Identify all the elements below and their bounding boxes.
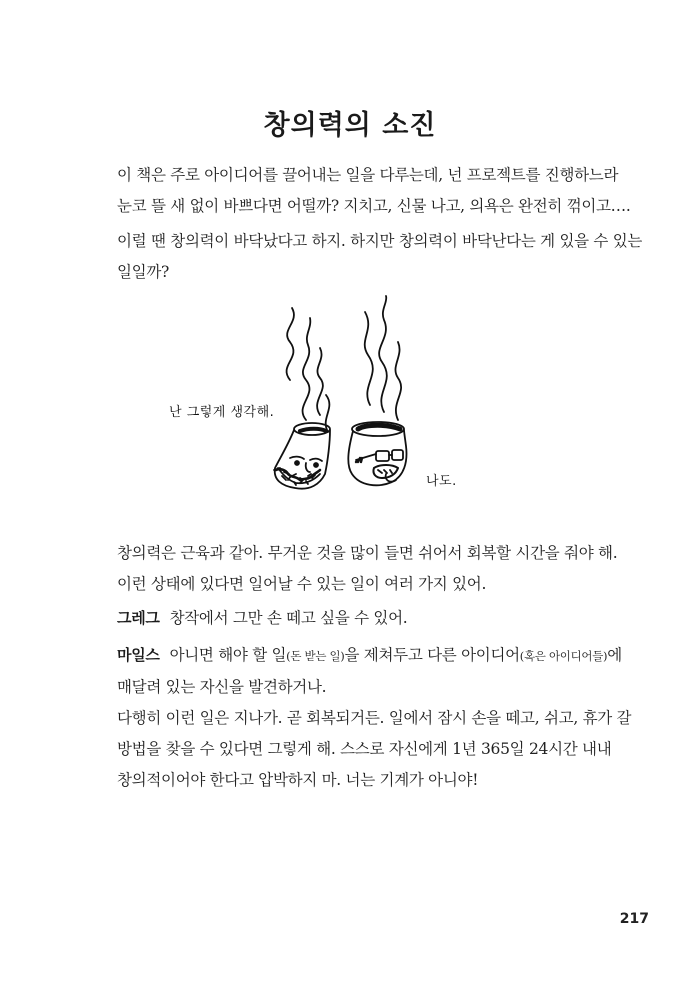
page-number: 217 [619,911,649,927]
dialogue-text: 에 매달려 있는 자신을 발견하거나. [117,646,622,696]
burned-out-heads-illustration [160,290,460,505]
illustration-caption-left: 난 그렇게 생각해. [169,405,275,420]
paragraph-intro: 이 책은 주로 아이디어를 끌어내는 일을 다루는데, 넌 프로젝트를 진행하느라 눈코 뜰 새 없이 바쁘다면 어떨까? 지치고, 신물 나고, 의욕은 완전히 꺾이고…. [117,166,631,215]
paragraph-question: 이럴 땐 창의력이 바닥났다고 하지. 하지만 창의력이 바닥난다는 게 있을 수 있는 일일까? [117,232,643,281]
dialogue-note: (돈 받는 일) [286,649,345,663]
dialogue-text: 창작에서 그만 손 떼고 싶을 수 있어. [169,609,408,627]
paragraph-muscle: 창의력은 근육과 같아. 무거운 것을 많이 들면 쉬어서 회복할 시간을 줘야 해. 이런 상태에 있다면 일어날 수 있는 일이 여러 가지 있어. [117,544,618,593]
speaker-name: 그레그 [117,609,160,627]
speaker-name: 마일스 [117,646,160,664]
dialogue-line-greg [117,603,647,634]
dialogue-line-miles [117,640,647,703]
dialogue-text: 을 제쳐두고 다른 아이디어 [344,646,520,664]
dialogue-note: (혹은 아이디어들) [519,649,608,663]
illustration-caption-right: 나도. [426,474,457,489]
dialogue-text: 아니면 해야 할 일 [169,646,287,664]
chapter-title: 창의력의 소진 [263,110,437,141]
paragraph-recovery: 다행히 이런 일은 지나가. 곧 회복되거든. 일에서 잠시 손을 떼고, 쉬고, 휴가 갈 방법을 찾을 수 있다면 그렇게 해. 스스로 자신에게 1년 365일 24시간 내내 창의적이어야 한다고 압박하지 마. 너는 기계가 아니야! [117,709,632,789]
